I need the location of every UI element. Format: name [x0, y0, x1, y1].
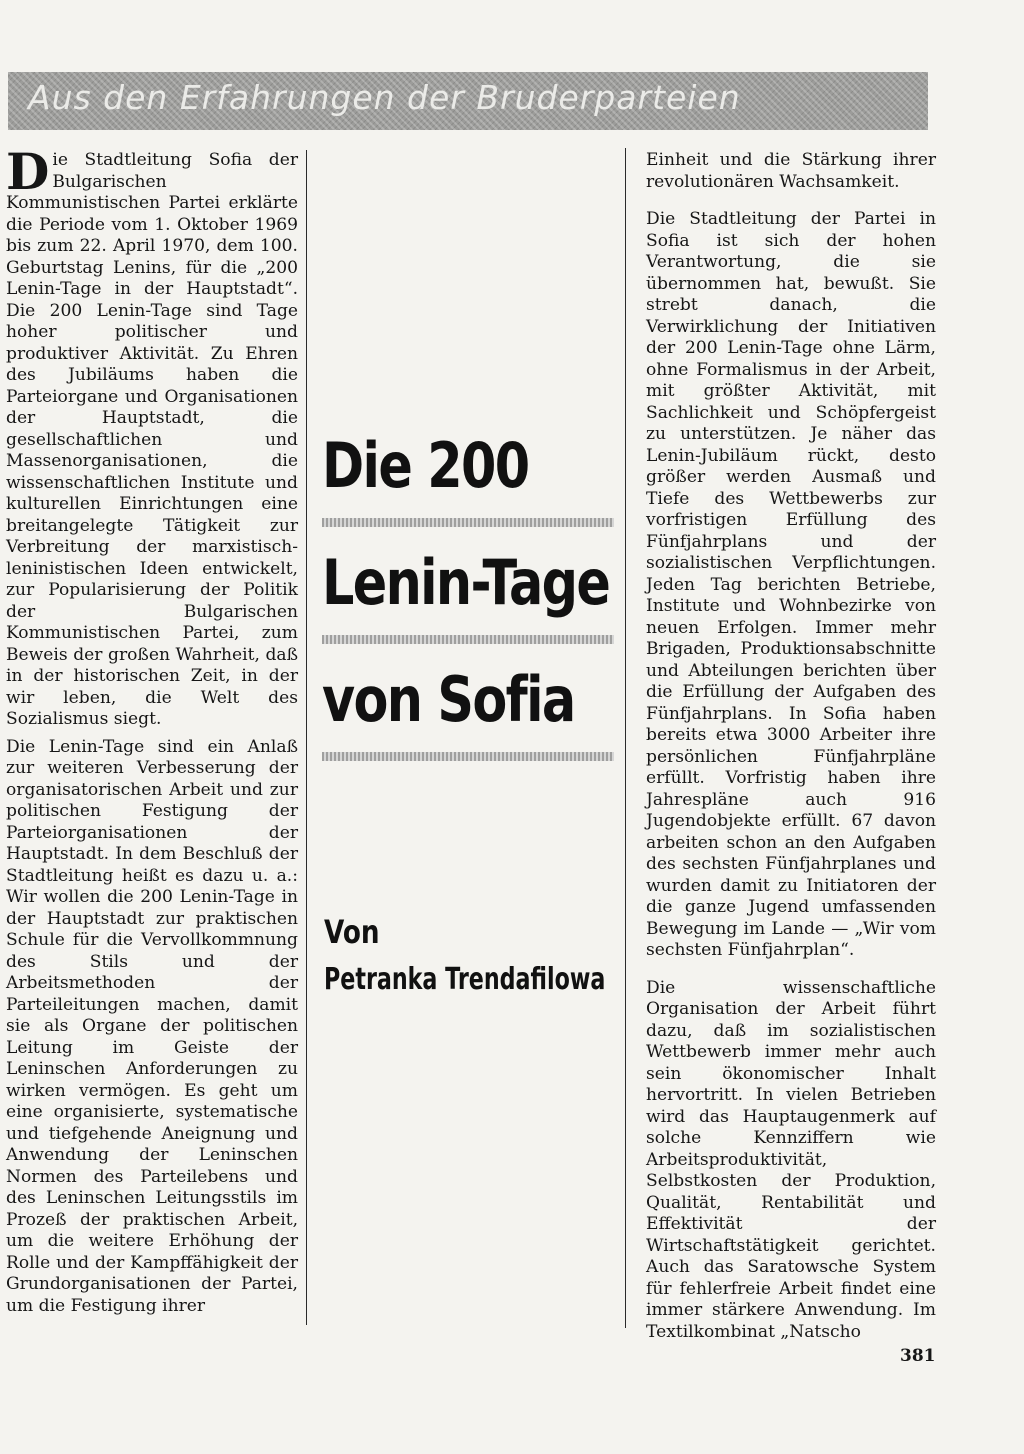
page-number: 381	[900, 1346, 936, 1366]
paragraph: Einheit und die Stärkung ihrer revolutionären Wachsamkeit.	[646, 150, 936, 192]
article-column-left	[6, 142, 298, 1323]
title-line: Die 200	[322, 429, 529, 502]
article-title	[322, 430, 618, 781]
paragraph: Die wissenschaftliche Organisation der Arbeit führt dazu, daß im sozialistischen Wettbewerb immer mehr auch sein ökonomischer Inhalt hervortritt. In vielen Betrieben wird das Hauptaugenmerk auf solche Kennziffern wie Arbeitsproduktivität, Selbstkosten der Produktion, Qualität, Rentabilität und Effektivität der Wirtschaftstätigkeit gerichtet. Auch das Saratowsche System für fehlerfreie Arbeit findet eine immer stärkere Anwendung. Im Textilkombinat „Natscho	[646, 977, 936, 1342]
title-line: von Sofia	[322, 663, 575, 736]
title-rule	[322, 635, 614, 644]
article-column-right	[646, 150, 936, 1359]
author-name: Petranka Trendafilowa	[324, 962, 606, 997]
byline	[324, 910, 624, 1002]
section-banner-text: Aus den Erfahrungen der Bruderparteien	[28, 78, 741, 117]
column-divider-right	[625, 148, 626, 1328]
title-rule	[322, 752, 614, 761]
paragraph: Die Lenin-Tage sind ein Anlaß zur weiteren Verbesserung der organisatorischen Arbeit und zur politischen Festigung der Parteiorganisationen der Hauptstadt. In dem Beschluß der Stadtleitung heißt es dazu u. a.: Wir wollen die 200 Lenin-Tage in der Hauptstadt zur praktischen Schule für die Vervollkommnung des Stils und der Arbeitsmethoden der Parteileitungen machen, damit sie als Organe der politischen Leitung im Geiste der Leninschen Anforderungen zu wirken vermögen. Es geht um eine organisierte, systematische und tiefgehende Aneignung und Anwendung der Leninschen Normen des Parteilebens und des Leninschen Leitungsstils im Prozeß der praktischen Arbeit, um die weitere Erhöhung der Rolle und der Kampffähigkeit der Grundorganisationen der Partei, um die Festigung ihrer	[6, 736, 298, 1316]
drop-cap: D	[6, 142, 50, 201]
section-banner	[8, 72, 928, 130]
byline-prefix: Von	[324, 913, 380, 951]
column-divider-left	[306, 150, 307, 1325]
paragraph-text: ie Stadtleitung Sofia der Bulgarischen Kommunistischen Partei erklärte die Periode vom 1. Oktober 1969 bis zum 22. April 1970, dem 100. Geburtstag Lenins, für die „200 Lenin-Tage in der Hauptstadt“. Die 200 Lenin-Tage sind Tage hoher politischer und produktiver Aktivität. Zu Ehren des Jubiläums haben die Parteiorgane und Organisationen der Hauptstadt, die gesellschaftlichen und Massenorganisationen, die wissenschaftlichen Institute und kulturellen Einrichtungen eine breitangelegte Tätigkeit zur Verbreitung der marxistisch-leninistischen Ideen entwickelt, zur Popularisierung der Politik der Bulgarischen Kommunistischen Partei, zum Beweis der großen Wahrheit, daß in der historischen Zeit, in der wir leben, die Welt des Sozialismus siegt.	[6, 150, 298, 729]
paragraph: Die Stadtleitung der Partei in Sofia ist sich der hohen Verantwortung, die sie übernommen hat, bewußt. Sie strebt danach, die Verwirklichung der Initiativen der 200 Lenin-Tage ohne Lärm, ohne Formalismus in der Arbeit, mit größter Aktivität, mit Sachlichkeit und Schöpfergeist zu unterstützen. Je näher das Lenin-Jubiläum rückt, desto größer werden Ausmaß und Tiefe des Wettbewerbs zur vorfristigen Erfüllung des Fünfjahrplans und der sozialistischen Verpflichtungen. Jeden Tag berichten Betriebe, Institute und Wohnbezirke von neuen Erfolgen. Immer mehr Brigaden, Produktionsabschnitte und Abteilungen berichten über die Erfüllung der Aufgaben des Fünfjahrplans. In Sofia haben bereits etwa 3000 Arbeiter ihre persönlichen Fünfjahrpläne erfüllt. Vorfristig haben ihre Jahrespläne auch 916 Jugendobjekte erfüllt. 67 davon arbeiten schon an den Aufgaben des sechsten Fünfjahrplanes und wurden damit zu Initiatoren der die ganze Jugend umfassenden Bewegung im Lande — „Wir vom sechsten Fünfjahrplan“.	[646, 209, 936, 960]
paragraph	[6, 142, 298, 731]
title-rule	[322, 518, 614, 527]
title-line: Lenin-Tage	[322, 546, 610, 619]
